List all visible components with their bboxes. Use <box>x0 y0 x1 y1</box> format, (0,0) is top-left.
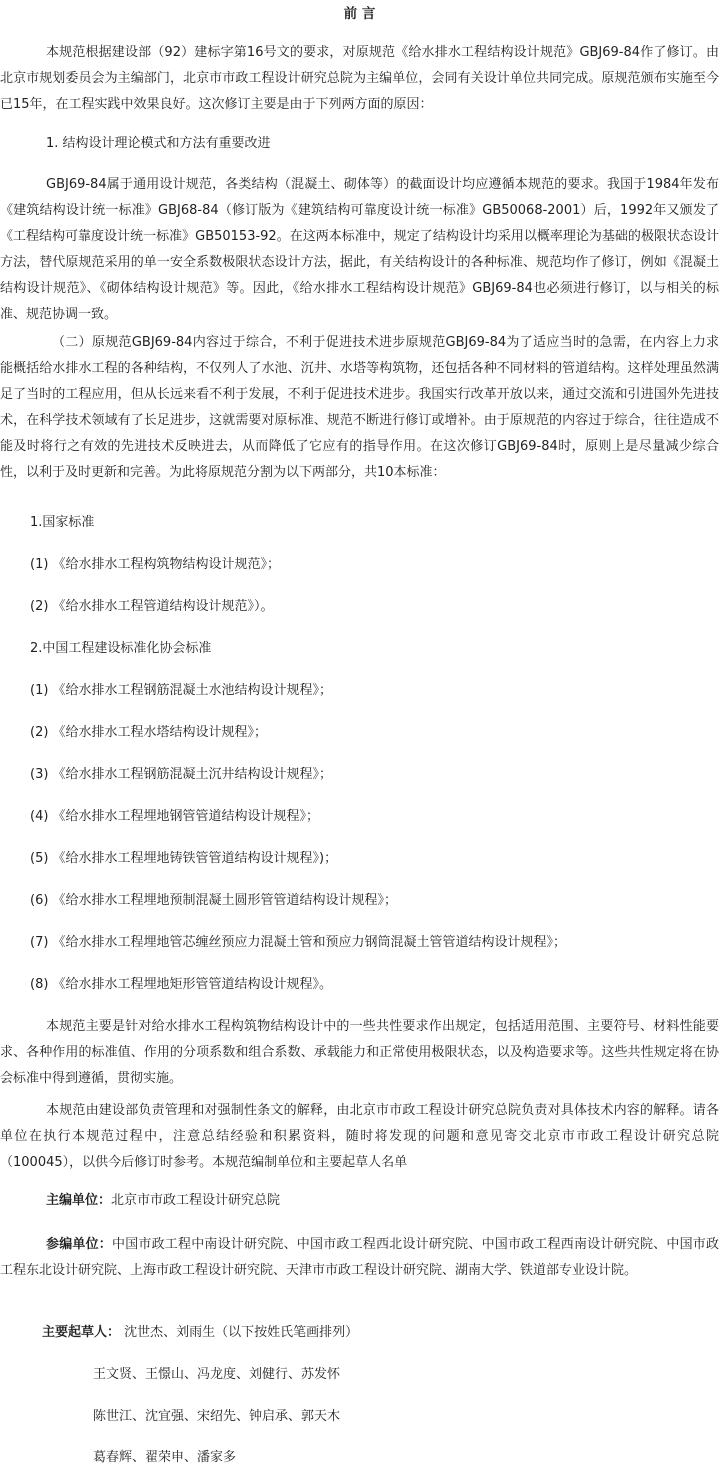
association-standard-item: (6) 《给水排水工程埋地预制混凝土圆形管管道结构设计规程》； <box>30 893 398 908</box>
intro-paragraph: 本规范根据建设部（92）建标字第16号文的要求，对原规范《给水排水工程结构设计规范》GBJ69-84作了修订。由北京市规划委员会为主编部门，北京市市政工程设计研究总院为主编单位，会同有关设计单位共同完成。原规范颁布实施至今已15年，在工程实践中效果良好。这次修订主要是由于下列两方面的原因： <box>0 45 719 112</box>
drafters-label: 主要起草人： <box>42 1325 121 1340</box>
scope-paragraph: 本规范主要是针对给水排水工程构筑物结构设计中的一些共性要求作出规定，包括适用范围、主要符号、材料性能要求、各种作用的标准值、作用的分项系数和组合系数、承载能力和正常使用极限状态，以及构造要求等。这些共性规定将在协会标准中得到遵循，贯彻实施。 <box>0 1019 719 1086</box>
reason-1-heading: 1. 结构设计理论模式和方法有重要改进 <box>46 136 271 151</box>
association-standard-item: (3) 《给水排水工程钢筋混凝土沉井结构设计规程》； <box>30 767 333 782</box>
reason-1-paragraph: GBJ69-84属于通用设计规范，各类结构（混凝土、砌体等）的截面设计均应遵循本规范的要求。我国于1984年发布《建筑结构设计统一标准》GBJ68-84（修订版为《建筑结构可靠度设计统一标准》GB50068-2001）后，1992年又颁发了《工程结构可靠度设计统一标准》GB50153-92。在这两本标准中，规定了结构设计均采用以概率理论为基础的极限状态设计方法，替代原规范采用的单一安全系数极限状态设计方法，据此，有关结构设计的各种标准、规范均作了修订，例如《混凝土结构设计规范》、《砌体结构设计规范》等。因此，《给水排水工程结构设计规范》GBJ69-84也必须进行修订，以与相关的标准、规范协调一致。 <box>0 177 719 322</box>
association-standards-heading: 2.中国工程建设标准化协会标准 <box>30 641 212 656</box>
drafter-names-line: 王文贤、王憬山、冯龙度、刘健行、苏发怀 <box>93 1367 341 1382</box>
national-standard-item: (1) 《给水排水工程构筑物结构设计规范》； <box>30 557 281 572</box>
participating-units-label: 参编单位： <box>46 1237 112 1252</box>
participating-units <box>0 1232 719 1284</box>
drafter-names-line: 陈世江、沈宜强、宋绍先、钟启承、郭天木 <box>93 1409 341 1424</box>
management-paragraph: 本规范由建设部负责管理和对强制性条文的解释，由北京市市政工程设计研究总院负责对具体技术内容的解释。请各单位在执行本规范过程中，注意总结经验和积累资料，随时将发现的问题和意见寄交北京市市政工程设计研究总院（100045），以供今后修订时参考。本规范编制单位和主要起草人名单 <box>0 1103 719 1170</box>
association-standard-item: (5) 《给水排水工程埋地铸铁管管道结构设计规程》)； <box>30 851 338 866</box>
chief-unit-value: 北京市市政工程设计研究总院 <box>111 1193 281 1208</box>
association-standard-item: (1) 《给水排水工程钢筋混凝土水池结构设计规程》； <box>30 683 333 698</box>
association-standard-item: (4) 《给水排水工程埋地钢管管道结构设计规程》； <box>30 809 320 824</box>
drafters-value: 沈世杰、刘雨生（以下按姓氏笔画排列） <box>124 1325 359 1340</box>
association-standard-item: (8) 《给水排水工程埋地矩形管管道结构设计规程》。 <box>30 977 333 992</box>
reason-2-paragraph: （二）原规范GBJ69-84内容过于综合，不利于促进技术进步原规范GBJ69-84为了适应当时的急需，在内容上力求能概括给水排水工程的各种结构，不仅列人了水池、沉井、水塔等构筑物，还包括各种不同材料的管道结构。这样处理虽然满足了当时的工程应用，但从长远来看不利于发展，不利于促进技术进步。我国实行改革开放以来，通过交流和引进国外先进技术，在科学技术领域有了长足进步，这就需要对原标准、规范不断进行修订或增补。由于原规范的内容过于综合，往往造成不能及时将行之有效的先进技术反映进去，从而降低了它应有的指导作用。在这次修订GBJ69-84时，原则上是尽量减少综合性，以利于及时更新和完善。为此将原规范分割为以下两部分，共10本标准： <box>0 335 719 480</box>
chief-unit-line <box>46 1191 280 1211</box>
national-standard-item: (2) 《给水排水工程管道结构设计规范》）。 <box>30 599 274 614</box>
association-standard-item: (7) 《给水排水工程埋地管芯缠丝预应力混凝土管和预应力钢筒混凝土管管道结构设计规程》； <box>30 935 567 950</box>
drafters-line <box>42 1323 358 1343</box>
page-title: 前 言 <box>343 6 376 22</box>
association-standard-item: (2) 《给水排水工程水塔结构设计规程》； <box>30 725 268 740</box>
chief-unit-label: 主编单位： <box>46 1193 112 1208</box>
national-standards-heading: 1.国家标准 <box>30 515 95 530</box>
drafter-names-line: 葛春辉、翟荣申、潘家多 <box>93 1450 237 1465</box>
participating-units-value: 中国市政工程中南设计研究院、中国市政工程西北设计研究院、中国市政工程西南设计研究院、中国市政工程东北设计研究院、上海市政工程设计研究院、天津市市政工程设计研究院、湖南大学、铁道部专业设计院。 <box>0 1237 719 1278</box>
